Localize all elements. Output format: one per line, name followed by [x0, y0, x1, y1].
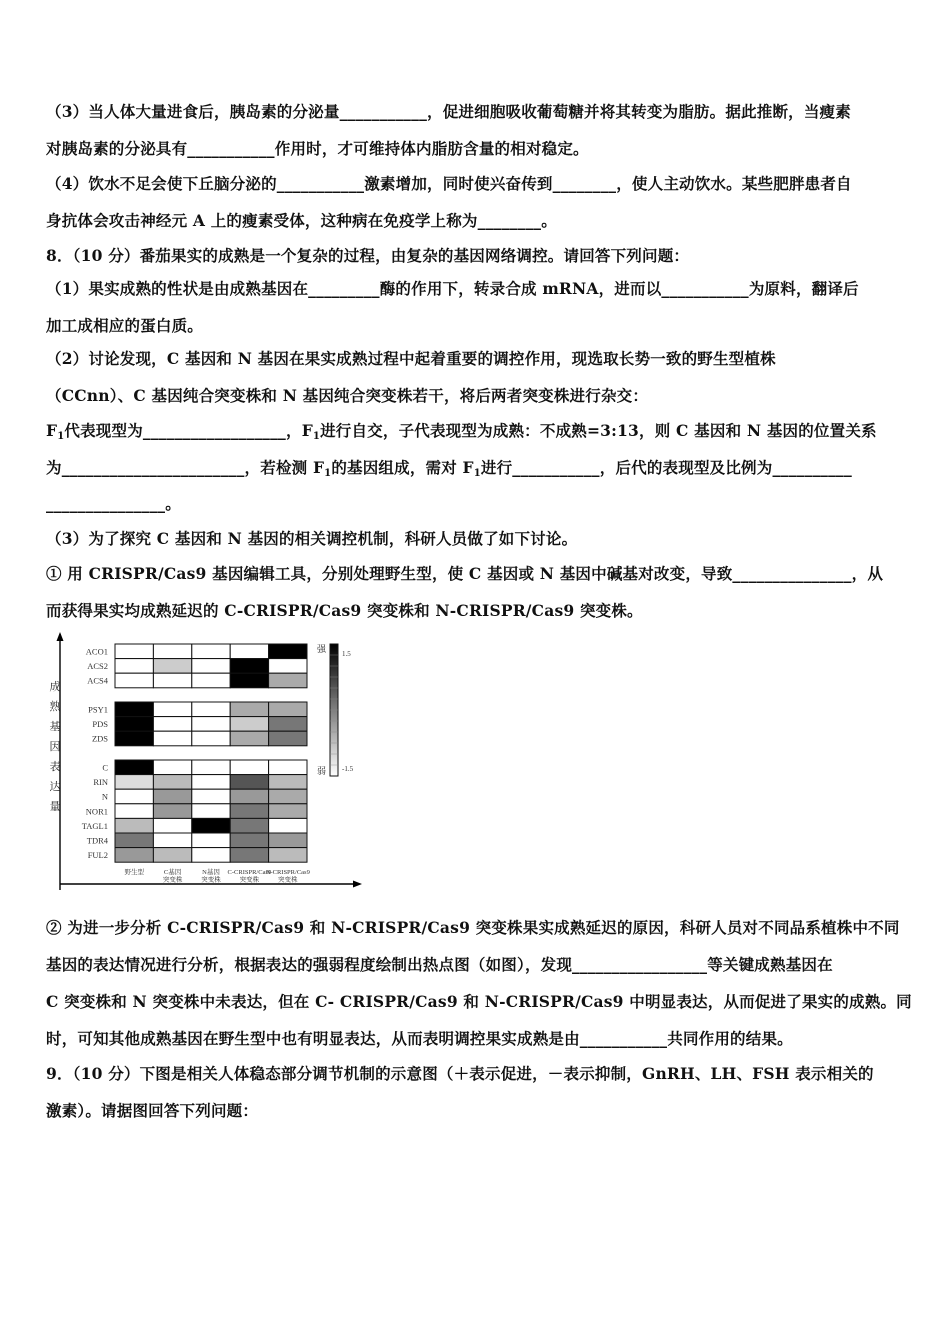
- heatmap-cell: [230, 760, 268, 775]
- heatmap-cell: [269, 659, 307, 674]
- heatmap-cell: [230, 659, 268, 674]
- q7-part4-line1: （4）饮水不足会使下丘脑分泌的___________激素增加，同时使兴奋传到________，使人主动饮水。某些肥胖患者自: [46, 174, 852, 193]
- heatmap-cell: [230, 804, 268, 819]
- column-label: N基因突变株: [201, 869, 221, 884]
- gene-expression-heatmap: [40, 632, 370, 900]
- heatmap-cell: [153, 760, 191, 775]
- row-label: C: [102, 762, 108, 773]
- y-axis-label-char: 熟: [49, 701, 61, 713]
- heatmap-cell: [230, 775, 268, 790]
- row-label: N: [101, 791, 108, 802]
- heatmap-cells: [115, 644, 307, 862]
- y-axis-arrow: [57, 632, 64, 641]
- heatmap-cell: [230, 833, 268, 848]
- heatmap-cell: [115, 673, 153, 688]
- heatmap-cell: [230, 644, 268, 659]
- heatmap-cell: [153, 848, 191, 863]
- q8-part2-line5: _______________。: [46, 494, 181, 513]
- q9-heading-line2: 激素）。请据图回答下列问题：: [46, 1101, 259, 1120]
- q8-part3-item2-line4: 时，可知其他成熟基因在野生型中也有明显表达，从而表明调控果实成熟是由___________共同作用的结果。: [46, 1029, 793, 1048]
- heatmap-cell: [192, 848, 230, 863]
- heatmap-cell: [269, 818, 307, 833]
- heatmap-cell: [192, 644, 230, 659]
- row-label: FUL2: [87, 850, 108, 861]
- x-axis-arrow: [353, 881, 362, 888]
- heatmap-cell: [269, 775, 307, 790]
- row-label: ACO1: [85, 646, 108, 657]
- heatmap-cell: [269, 804, 307, 819]
- row-label: PDS: [92, 719, 108, 730]
- heatmap-cell: [115, 804, 153, 819]
- row-label: ACS2: [87, 661, 108, 672]
- legend-min-label: 弱: [316, 766, 326, 776]
- q8-part3-item1-line1: ① 用 CRISPR/Cas9 基因编辑工具，分别处理野生型，使 C 基因或 N 基因中碱基对改变，导致_______________，从: [46, 564, 884, 583]
- heatmap-cell: [115, 775, 153, 790]
- q8-part3-item2-line3: C 突变株和 N 突变株中未表达，但在 C- CRISPR/Cas9 和 N-CRISPR/Cas9 中明显表达，从而促进了果实的成熟。同: [46, 992, 912, 1011]
- heatmap-cell: [269, 760, 307, 775]
- heatmap-cell: [192, 833, 230, 848]
- q8-part2-line1: （2）讨论发现，C 基因和 N 基因在果实成熟过程中起着重要的调控作用，现选取长势一致的野生型植株: [46, 349, 776, 368]
- heatmap-cell: [115, 833, 153, 848]
- column-label: N-CRISPR/Cas9 突变株: [265, 869, 310, 884]
- row-label: ACS4: [87, 675, 108, 686]
- heatmap-cell: [230, 717, 268, 732]
- heatmap-cell: [192, 702, 230, 717]
- heatmap-cell: [115, 717, 153, 732]
- heatmap-cell: [153, 789, 191, 804]
- heatmap-cell: [153, 673, 191, 688]
- heatmap-cell: [269, 717, 307, 732]
- q8-part3-item2-line1: ② 为进一步分析 C-CRISPR/Cas9 和 N-CRISPR/Cas9 突变株果实成熟延迟的原因，科研人员对不同品系植株中不同: [46, 918, 900, 937]
- heatmap-cell: [153, 659, 191, 674]
- heatmap-cell: [153, 833, 191, 848]
- heatmap-cell: [269, 789, 307, 804]
- heatmap-cell: [192, 673, 230, 688]
- heatmap-cell: [192, 818, 230, 833]
- q8-part2-line3: $F_1$代表现型为__________________，$F_1$进行自交，子代表现型为成熟：不成熟=3:13，则 C 基因和 N 基因的位置关系: [46, 421, 877, 442]
- q7-part3-line2: 对胰岛素的分泌具有___________作用时，才可维持体内脂肪含量的相对稳定。: [46, 139, 589, 158]
- heatmap-cell: [153, 644, 191, 659]
- heatmap-cell: [269, 731, 307, 746]
- heatmap-cell: [153, 731, 191, 746]
- legend-max-label: 强: [316, 644, 326, 654]
- heatmap-cell: [230, 848, 268, 863]
- heatmap-cell: [115, 789, 153, 804]
- column-label: C-CRISPR/Cas9 突变株: [227, 869, 272, 884]
- y-axis-label-char: 表: [49, 761, 61, 773]
- q8-part1-line1: （1）果实成熟的性状是由成熟基因在_________酶的作用下，转录合成 mRNA，进而以___________为原料，翻译后: [46, 279, 859, 298]
- y-axis-label-char: 达: [49, 781, 61, 793]
- color-legend: [317, 644, 354, 776]
- heatmap-cell: [115, 848, 153, 863]
- q9-heading-line1: 9．（10 分）下图是相关人体稳态部分调节机制的示意图（＋表示促进，－表示抑制，GnRH、LH、FSH 表示相关的: [46, 1064, 874, 1083]
- q7-part4-line2: 身抗体会攻击神经元 A 上的瘦素受体，这种病在免疫学上称为________。: [46, 211, 557, 230]
- row-label: ZDS: [91, 733, 108, 744]
- heatmap-cell: [269, 644, 307, 659]
- y-axis-label-char: 量: [49, 801, 61, 813]
- heatmap-cell: [230, 789, 268, 804]
- heatmap-cell: [269, 702, 307, 717]
- heatmap-cell: [230, 673, 268, 688]
- heatmap-cell: [115, 659, 153, 674]
- q8-part3-item2-line2: 基因的表达情况进行分析，根据表达的强弱程度绘制出热点图（如图），发现_________________等关键成熟基因在: [46, 955, 833, 974]
- q8-part2-line4: 为_______________________，若检测 $F_1$的基因组成，需对 $F_1$进行___________，后代的表现型及比例为__________: [46, 458, 852, 479]
- row-labels: [82, 647, 109, 861]
- heatmap-cell: [230, 818, 268, 833]
- heatmap-cell: [192, 775, 230, 790]
- column-label: C基因突变株: [162, 869, 183, 884]
- heatmap-cell: [269, 848, 307, 863]
- y-axis-label-char: 因: [49, 741, 61, 753]
- heatmap-cell: [269, 673, 307, 688]
- heatmap-cell: [230, 731, 268, 746]
- heatmap-cell: [153, 717, 191, 732]
- column-labels: [124, 867, 309, 884]
- y-axis-label-char: 成: [49, 681, 61, 693]
- q8-part1-line2: 加工成相应的蛋白质。: [46, 316, 204, 335]
- row-label: PSY1: [88, 704, 108, 715]
- q8-part2-line2: （CCnn）、C 基因纯合突变株和 N 基因纯合突变株若干，将后两者突变株进行杂交：: [46, 386, 649, 405]
- q7-part3-line1: （3）当人体大量进食后，胰岛素的分泌量___________，促进细胞吸收葡萄糖并将其转变为脂肪。据此推断，当瘦素: [46, 102, 851, 121]
- heatmap-cell: [115, 818, 153, 833]
- column-label: 野生型: [124, 869, 144, 877]
- row-label: TDR4: [86, 835, 108, 846]
- heatmap-cell: [153, 775, 191, 790]
- heatmap-cell: [115, 731, 153, 746]
- y-axis-label-char: 基: [49, 721, 61, 733]
- heatmap-cell: [192, 731, 230, 746]
- row-label: TAGL1: [81, 820, 108, 831]
- heatmap-cell: [192, 804, 230, 819]
- heatmap-cell: [230, 702, 268, 717]
- row-label: RIN: [93, 777, 108, 788]
- heatmap-cell: [115, 644, 153, 659]
- heatmap-cell: [192, 659, 230, 674]
- heatmap-cell: [192, 760, 230, 775]
- row-label: NOR1: [85, 806, 108, 817]
- q8-part3-item1-line2: 而获得果实均成熟延迟的 C-CRISPR/Cas9 突变株和 N-CRISPR/Cas9 突变株。: [46, 601, 643, 620]
- heatmap-cell: [269, 833, 307, 848]
- heatmap-cell: [192, 717, 230, 732]
- heatmap-cell: [115, 760, 153, 775]
- q8-heading: 8．（10 分）番茄果实的成熟是一个复杂的过程，由复杂的基因网络调控。请回答下列问题：: [46, 246, 690, 265]
- heatmap-cell: [153, 702, 191, 717]
- heatmap-cell: [153, 818, 191, 833]
- legend-min-value: -1.5: [342, 765, 354, 773]
- q8-part3-intro: （3）为了探究 C 基因和 N 基因的相关调控机制，科研人员做了如下讨论。: [46, 529, 578, 548]
- heatmap-cell: [192, 789, 230, 804]
- heatmap-cell: [115, 702, 153, 717]
- heatmap-cell: [153, 804, 191, 819]
- legend-max-value: 1.5: [342, 650, 351, 658]
